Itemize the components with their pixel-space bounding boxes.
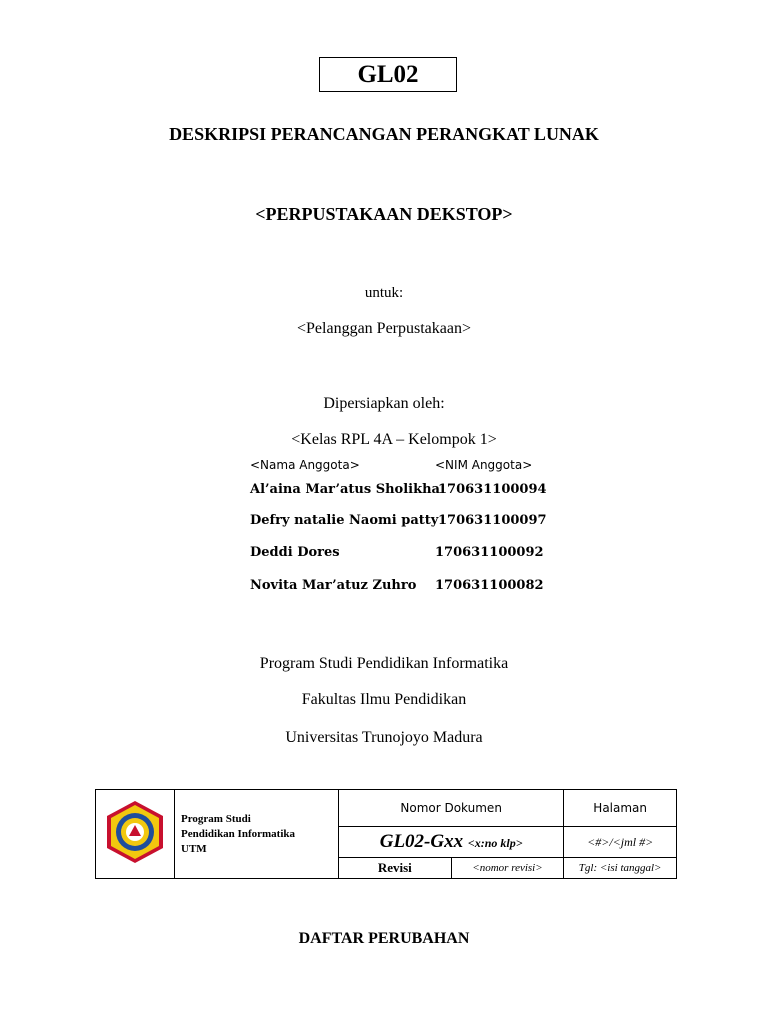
revision-label: Revisi [339,858,452,879]
university-logo-icon [101,798,169,866]
doc-code: GL02-Gxx [379,831,464,852]
university-name: Universitas Trunojoyo Madura [285,729,483,746]
document-info-table [95,789,677,879]
project-name: <PERPUSTAKAAN DEKSTOP> [255,204,513,224]
member-nim: 170631100097 [438,513,547,528]
member-name: Deddi Dores [250,545,340,560]
member-name-header: <Nama Anggota> [250,458,360,472]
program-line: UTM [181,842,207,855]
for-label: untuk: [364,285,404,301]
changes-title: DAFTAR PERUBAHAN [298,930,470,947]
member-nim: 170631100094 [438,482,547,497]
document-title: DESKRIPSI PERANCANGAN PERANGKAT LUNAK [169,124,599,144]
member-nim: 170631100082 [435,578,544,593]
prepared-by-label: Dipersiapkan oleh: [323,395,445,412]
member-nim-header: <NIM Anggota> [435,458,533,472]
member-nim: 170631100092 [435,545,544,560]
member-name: Al’aina Mar’atus Sholikha [250,482,440,497]
doc-number-value [339,827,564,858]
program-line: Program Studi [181,812,251,825]
page-header: Halaman [564,790,677,827]
group-placeholder: <x:no klp> [467,836,523,850]
revision-value: <nomor revisi> [451,858,564,879]
program-line: Pendidikan Informatika [181,827,295,840]
member-name: Defry natalie Naomi patty [250,513,439,528]
page-value: <#>/<jml #> [564,827,677,858]
member-name: Novita Mar’atuz Zuhro [250,578,417,593]
client-name: <Pelanggan Perpustakaan> [297,320,471,337]
faculty-name: Fakultas Ilmu Pendidikan [301,691,467,708]
document-code: GL02 [319,57,457,92]
program-name: Program Studi Pendidikan Informatika [259,655,509,672]
logo-cell [96,790,175,879]
group-name: <Kelas RPL 4A – Kelompok 1> [291,431,497,448]
program-cell [175,790,339,879]
doc-number-header: Nomor Dokumen [339,790,564,827]
date-value: Tgl: <isi tanggal> [564,858,677,879]
